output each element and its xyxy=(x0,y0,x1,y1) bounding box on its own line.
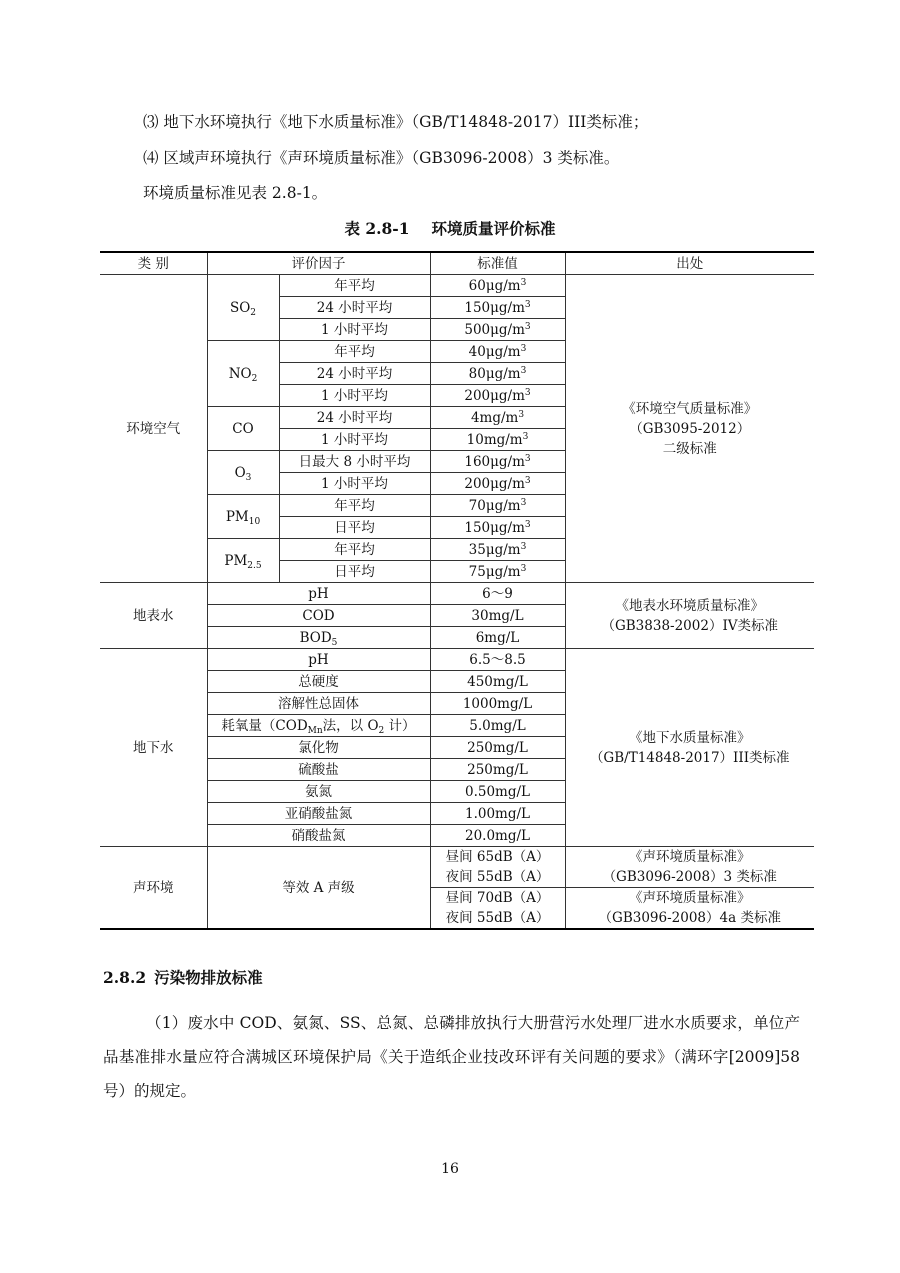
unit-exponent: 3 xyxy=(520,563,527,574)
pollutant-name: O xyxy=(234,464,246,481)
unit-exponent: 3 xyxy=(520,541,527,552)
pollutant-cell xyxy=(207,451,279,495)
page-number: 16 xyxy=(441,1161,459,1177)
unit-exponent: 3 xyxy=(522,431,529,442)
source-line: （GB3096-2008）4a 类标准 xyxy=(598,910,781,926)
averaging-period-cell: 年平均 xyxy=(279,275,430,297)
standard-value-cell xyxy=(430,363,565,385)
pollutant-cell xyxy=(207,407,279,451)
standard-value-cell: 20.0mg/L xyxy=(430,825,565,847)
factor-cell xyxy=(207,605,430,627)
source-line: 《声环境质量标准》 xyxy=(629,849,751,865)
averaging-period-cell: 1 小时平均 xyxy=(279,319,430,341)
averaging-period-cell: 1 小时平均 xyxy=(279,473,430,495)
pollutant-subscript: 10 xyxy=(248,516,261,527)
body-paragraph: （1）废水中 COD、氨氮、SS、总氮、总磷排放执行大册营污水处理厂进水水质要求，单位产品基准排水量应符合满城区环境保护局《关于造纸企业技改环评有关问题的要求》（满环字[2009]58 号）的规定。 xyxy=(103,1014,800,1100)
table-caption xyxy=(0,217,900,239)
pollutant-subscript: 2 xyxy=(251,373,258,384)
standard-value: 500μg/m xyxy=(464,321,525,338)
standard-value-cell: 6～9 xyxy=(430,583,565,605)
averaging-period-cell: 24 小时平均 xyxy=(279,407,430,429)
table-row xyxy=(100,847,814,888)
factor-cell xyxy=(207,627,430,649)
category-cell: 环境空气 xyxy=(100,275,207,583)
standard-value: 200μg/m xyxy=(464,475,525,492)
standard-value: 35μg/m xyxy=(468,541,521,558)
factor-cell xyxy=(207,649,430,671)
header-category: 类 别 xyxy=(100,252,207,275)
standard-value: 10mg/m xyxy=(466,431,523,448)
factor-name: pH xyxy=(308,651,329,668)
standard-value: 80μg/m xyxy=(468,365,521,382)
category-cell: 声环境 xyxy=(100,847,207,930)
standard-value-cell xyxy=(430,539,565,561)
standard-value-cell: 6.5～8.5 xyxy=(430,649,565,671)
standard-value: 40μg/m xyxy=(468,343,521,360)
factor-name: 计） xyxy=(384,717,416,734)
standard-value-cell xyxy=(430,275,565,297)
header-factor: 评价因子 xyxy=(207,252,430,275)
source-line: 《环境空气质量标准》 xyxy=(622,400,758,417)
table-header-row xyxy=(100,252,814,275)
standard-value-cell xyxy=(430,517,565,539)
standard-value-cell: 30mg/L xyxy=(430,605,565,627)
averaging-period-cell: 日平均 xyxy=(279,517,430,539)
standard-value-cell xyxy=(430,888,565,930)
table-row xyxy=(100,583,814,605)
factor-cell xyxy=(207,781,430,803)
factor-cell xyxy=(207,715,430,737)
source-line: 《地表水环境质量标准》 xyxy=(615,597,764,614)
factor-name: 硝酸盐氮 xyxy=(291,827,346,844)
factor-name: 法，以 O xyxy=(322,717,379,734)
standard-item-3: ⑶ 地下水环境执行《地下水质量标准》（GB/T14848-2017）III类标准； xyxy=(143,113,649,131)
source-cell xyxy=(565,888,814,930)
noise-value-line: 夜间 55dB（A） xyxy=(445,869,550,885)
factor-name: 氨氮 xyxy=(305,783,332,800)
standard-value: 75μg/m xyxy=(468,563,521,580)
standard-value: 160μg/m xyxy=(464,453,525,470)
unit-exponent: 3 xyxy=(524,321,531,332)
averaging-period-cell: 年平均 xyxy=(279,341,430,363)
averaging-period-cell: 年平均 xyxy=(279,495,430,517)
unit-exponent: 3 xyxy=(524,299,531,310)
pollutant-cell xyxy=(207,275,279,341)
factor-subscript: Mn xyxy=(307,725,323,736)
table-number: 表 2.8-1 xyxy=(344,219,410,238)
table-body xyxy=(100,275,814,930)
standard-value-cell xyxy=(430,319,565,341)
factor-cell xyxy=(207,583,430,605)
noise-value-line: 昼间 70dB（A） xyxy=(445,890,550,906)
averaging-period-cell: 24 小时平均 xyxy=(279,363,430,385)
factor-cell: 等效 A 声级 xyxy=(207,847,430,930)
factor-cell xyxy=(207,759,430,781)
standard-value-cell: 5.0mg/L xyxy=(430,715,565,737)
averaging-period-cell: 1 小时平均 xyxy=(279,385,430,407)
standard-value-cell: 250mg/L xyxy=(430,759,565,781)
averaging-period-cell: 日最大 8 小时平均 xyxy=(279,451,430,473)
unit-exponent: 3 xyxy=(520,343,527,354)
standard-value-cell: 250mg/L xyxy=(430,737,565,759)
factor-subscript: 2 xyxy=(378,725,385,736)
averaging-period-cell: 1 小时平均 xyxy=(279,429,430,451)
factor-name: 耗氧量（COD xyxy=(221,717,308,734)
standard-value-cell xyxy=(430,297,565,319)
standard-value-cell xyxy=(430,407,565,429)
table-reference: 环境质量标准见表 2.8-1。 xyxy=(143,184,328,202)
factor-cell xyxy=(207,825,430,847)
pollutant-name: PM xyxy=(225,508,249,525)
standard-value-cell: 1.00mg/L xyxy=(430,803,565,825)
unit-exponent: 3 xyxy=(524,453,531,464)
source-cell xyxy=(565,275,814,583)
pollutant-cell xyxy=(207,495,279,539)
category-cell: 地下水 xyxy=(100,649,207,847)
standard-value-cell xyxy=(430,847,565,888)
standard-value-cell xyxy=(430,451,565,473)
standard-value: 150μg/m xyxy=(464,519,525,536)
factor-name: 溶解性总固体 xyxy=(278,695,359,712)
source-cell xyxy=(565,847,814,888)
table-row xyxy=(100,649,814,671)
standard-value: 200μg/m xyxy=(464,387,525,404)
standard-value-cell: 450mg/L xyxy=(430,671,565,693)
standard-value: 4mg/m xyxy=(470,409,519,426)
standard-value-cell xyxy=(430,495,565,517)
section-number: 2.8.2 xyxy=(103,968,147,987)
standard-value-cell xyxy=(430,385,565,407)
header-value: 标准值 xyxy=(430,252,565,275)
standard-value-cell: 1000mg/L xyxy=(430,693,565,715)
factor-name: COD xyxy=(302,607,335,624)
source-line: 二级标准 xyxy=(662,440,717,457)
pollutant-cell xyxy=(207,539,279,583)
factor-cell xyxy=(207,671,430,693)
pollutant-subscript: 2.5 xyxy=(247,560,262,571)
section-heading xyxy=(103,966,263,988)
standard-value: 70μg/m xyxy=(468,497,521,514)
unit-exponent: 3 xyxy=(524,519,531,530)
source-line: （GB/T14848-2017）III类标准 xyxy=(589,749,790,766)
header-source: 出处 xyxy=(565,252,814,275)
pollutant-cell xyxy=(207,341,279,407)
unit-exponent: 3 xyxy=(520,497,527,508)
source-line: （GB3095-2012） xyxy=(629,420,751,437)
standard-item-4: ⑷ 区域声环境执行《声环境质量标准》（GB3096-2008）3 类标准。 xyxy=(143,149,620,167)
pollutant-subscript: 3 xyxy=(245,472,252,483)
source-line: （GB3838-2002）IV类标准 xyxy=(601,617,779,634)
factor-name: 总硬度 xyxy=(298,673,339,690)
pollutant-name: NO xyxy=(228,365,252,382)
source-cell xyxy=(565,583,814,649)
standard-value: 60μg/m xyxy=(468,277,521,294)
source-cell xyxy=(565,649,814,847)
factor-name: BOD xyxy=(299,629,332,646)
quality-standard-table xyxy=(100,251,814,930)
pollutant-name: CO xyxy=(232,420,254,437)
factor-subscript: 5 xyxy=(331,637,338,648)
standard-value-cell: 0.50mg/L xyxy=(430,781,565,803)
table-title: 环境质量评价标准 xyxy=(431,219,556,238)
factor-cell xyxy=(207,803,430,825)
category-cell: 地表水 xyxy=(100,583,207,649)
standard-value: 150μg/m xyxy=(464,299,525,316)
source-line: 《地下水质量标准》 xyxy=(629,729,751,746)
source-line: （GB3096-2008）3 类标准 xyxy=(602,869,777,885)
pollutant-name: PM xyxy=(224,552,248,569)
standard-value-cell: 6mg/L xyxy=(430,627,565,649)
section-title: 污染物排放标准 xyxy=(154,968,263,987)
unit-exponent: 3 xyxy=(520,365,527,376)
unit-exponent: 3 xyxy=(518,409,525,420)
unit-exponent: 3 xyxy=(524,387,531,398)
standard-value-cell xyxy=(430,473,565,495)
standard-value-cell xyxy=(430,429,565,451)
factor-name: 氯化物 xyxy=(298,739,339,756)
averaging-period-cell: 日平均 xyxy=(279,561,430,583)
factor-cell xyxy=(207,737,430,759)
factor-name: 硫酸盐 xyxy=(298,761,339,778)
factor-name: 亚硝酸盐氮 xyxy=(284,805,353,822)
factor-cell xyxy=(207,693,430,715)
averaging-period-cell: 24 小时平均 xyxy=(279,297,430,319)
source-line: 《声环境质量标准》 xyxy=(629,890,751,906)
table-row xyxy=(100,275,814,297)
standard-value-cell xyxy=(430,561,565,583)
noise-value-line: 昼间 65dB（A） xyxy=(445,849,550,865)
standard-value-cell xyxy=(430,341,565,363)
unit-exponent: 3 xyxy=(524,475,531,486)
noise-value-line: 夜间 55dB（A） xyxy=(445,910,550,926)
pollutant-subscript: 2 xyxy=(250,307,257,318)
unit-exponent: 3 xyxy=(520,277,527,288)
factor-name: pH xyxy=(308,585,329,602)
averaging-period-cell: 年平均 xyxy=(279,539,430,561)
pollutant-name: SO xyxy=(229,299,251,316)
